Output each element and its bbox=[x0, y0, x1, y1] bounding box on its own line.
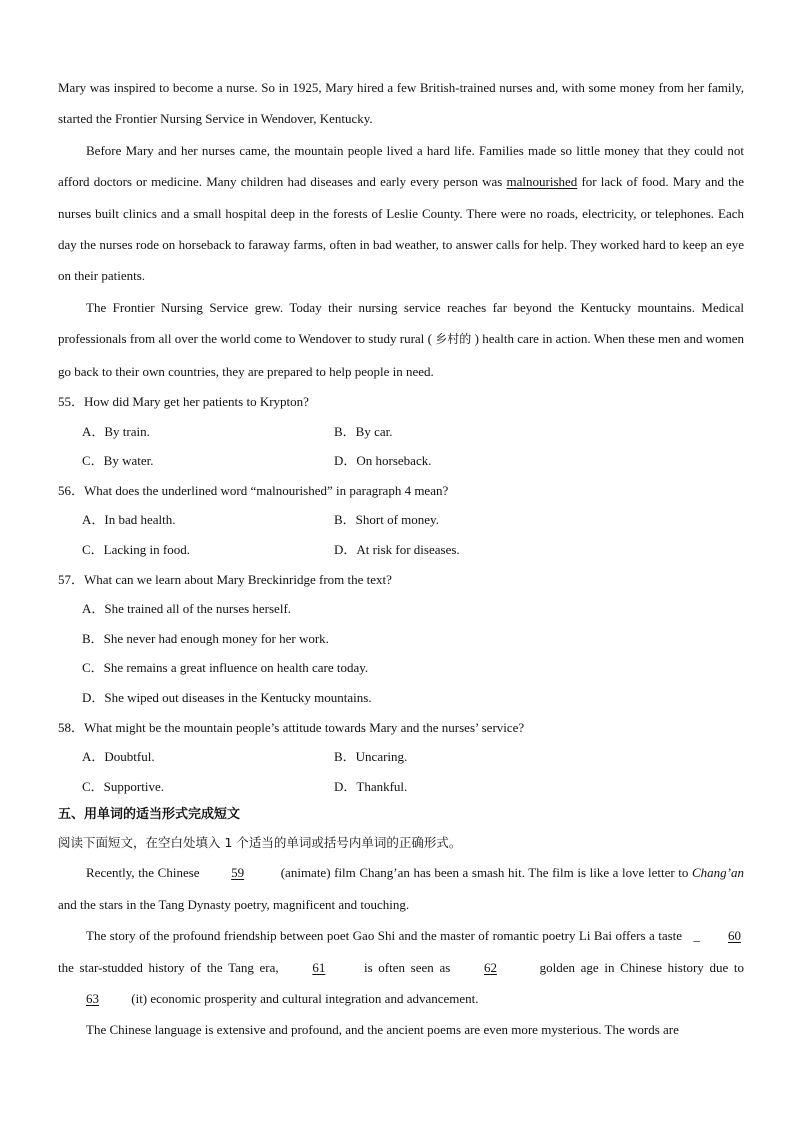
question-stem bbox=[58, 713, 744, 743]
question-stem bbox=[58, 476, 744, 506]
section-5-instruction: 阅读下面短文，在空白处填入 1 个适当的单词或括号内单词的正确形式。 bbox=[58, 835, 462, 851]
question-number: 55． bbox=[58, 394, 85, 410]
cloze-text: is often seen as bbox=[358, 959, 456, 975]
answer-option: A．Doubtful. bbox=[82, 749, 155, 765]
cloze-text: Recently, the Chinese bbox=[86, 865, 204, 881]
cloze-text: (it) economic prosperity and cultural integration and advancement. bbox=[128, 991, 479, 1006]
question-text: What might be the mountain people’s attitude towards Mary and the nurses’ service? bbox=[84, 719, 525, 735]
cloze-text: golden age in Chinese history due to bbox=[533, 959, 744, 975]
chinese-gloss: 乡村的 bbox=[435, 332, 472, 347]
p5-text-before: The Frontier Nursing Service grew. Today their nursing service reaches far beyond the Kentucky mountains. Medical professionals from all over the world come to Wendover to study rural ( bbox=[58, 299, 744, 347]
options-grid bbox=[58, 417, 744, 476]
cloze-text: The story of the profound friendship between poet Gao Shi and the master of romantic poetry Li Bai offers a taste bbox=[86, 928, 686, 944]
blank-59: 59 bbox=[231, 865, 245, 881]
answer-option: C．By water. bbox=[82, 453, 154, 469]
section-5-heading: 五、用单词的适当形式完成短文 bbox=[58, 807, 241, 823]
options-grid bbox=[58, 742, 744, 801]
question-number: 57． bbox=[58, 571, 85, 587]
question-text: How did Mary get her patients to Krypton? bbox=[84, 394, 309, 410]
document-page bbox=[58, 72, 744, 1046]
blank-61: 61 bbox=[312, 959, 326, 975]
answer-option: D．She wiped out diseases in the Kentucky mountains. bbox=[82, 690, 372, 705]
answer-option: A．In bad health. bbox=[82, 512, 176, 528]
question-number: 56． bbox=[58, 482, 85, 498]
answer-option: D．Thankful. bbox=[334, 778, 408, 794]
passage-paragraph-4 bbox=[58, 135, 744, 292]
options-grid bbox=[58, 505, 744, 564]
cloze-text: and the stars in the Tang Dynasty poetry, magnificent and touching. bbox=[58, 896, 410, 912]
p4-text-after: for lack of food. Mary and the nurses built clinics and a small hospital deep in the forests of Leslie County. There were no roads, electricity, or telephones. Each day the nurses rode on horseback to faraway farms, often in bad weather, to answer calls for help. They worked hard to keep an eye on their patients. bbox=[58, 174, 744, 284]
question-stem bbox=[58, 387, 744, 417]
question-text: What does the underlined word “malnourished” in paragraph 4 mean? bbox=[84, 482, 449, 498]
question-number: 58． bbox=[58, 719, 85, 735]
italic-title-changan: Chang’an bbox=[692, 865, 744, 881]
cloze-paragraph-2 bbox=[58, 920, 744, 1014]
answer-option: D．On horseback. bbox=[334, 453, 432, 469]
cloze-text: the star-studded history of the Tang era, bbox=[58, 959, 285, 975]
blank-60: 60 bbox=[728, 928, 741, 944]
answer-option: D．At risk for diseases. bbox=[334, 542, 460, 558]
answer-option: B．Short of money. bbox=[334, 512, 439, 528]
answer-option: A．By train. bbox=[82, 423, 150, 439]
question-stem bbox=[58, 565, 744, 595]
passage-paragraph-3-end: Mary was inspired to become a nurse. So in 1925, Mary hired a few British-trained nurses and, with some money from her family, started the Frontier Nursing Service in Wendover, Kentucky. bbox=[58, 80, 744, 127]
cloze-paragraph-1 bbox=[58, 857, 744, 920]
passage-paragraph-5 bbox=[58, 292, 744, 387]
blank-62: 62 bbox=[483, 959, 497, 975]
cloze-text: (animate) film Chang’an has been a smash hit. The film is like a love letter to bbox=[277, 865, 692, 881]
answer-option: C．Supportive. bbox=[82, 778, 164, 794]
underlined-word-malnourished: malnourished bbox=[506, 174, 578, 190]
answer-option: A．She trained all of the nurses herself. bbox=[82, 601, 292, 617]
answer-option: C．She remains a great influence on health care today. bbox=[82, 660, 369, 676]
question-list bbox=[58, 387, 744, 801]
answer-option: C．Lacking in food. bbox=[82, 542, 190, 558]
cloze-paragraph-3: The Chinese language is extensive and profound, and the ancient poems are even more mysterious. The words are bbox=[86, 1022, 679, 1038]
question-text: What can we learn about Mary Breckinridge from the text? bbox=[84, 571, 392, 587]
answer-option: B．By car. bbox=[334, 423, 393, 439]
p4-text-before: Before Mary and her nurses came, the mountain people lived a hard life. Families made so little money that they could not afford doctors or medicine. Many children had diseases and early every person was bbox=[58, 142, 744, 190]
blank-60-lead: _ bbox=[693, 928, 700, 944]
blank-63: 63 bbox=[86, 991, 99, 1006]
answer-option: B．Uncaring. bbox=[334, 749, 408, 765]
p5-text-after: ) health care in action. When these men and women go back to their own countries, they are prepared to help people in need. bbox=[58, 331, 745, 379]
answer-option: B．She never had enough money for her work. bbox=[82, 630, 329, 646]
